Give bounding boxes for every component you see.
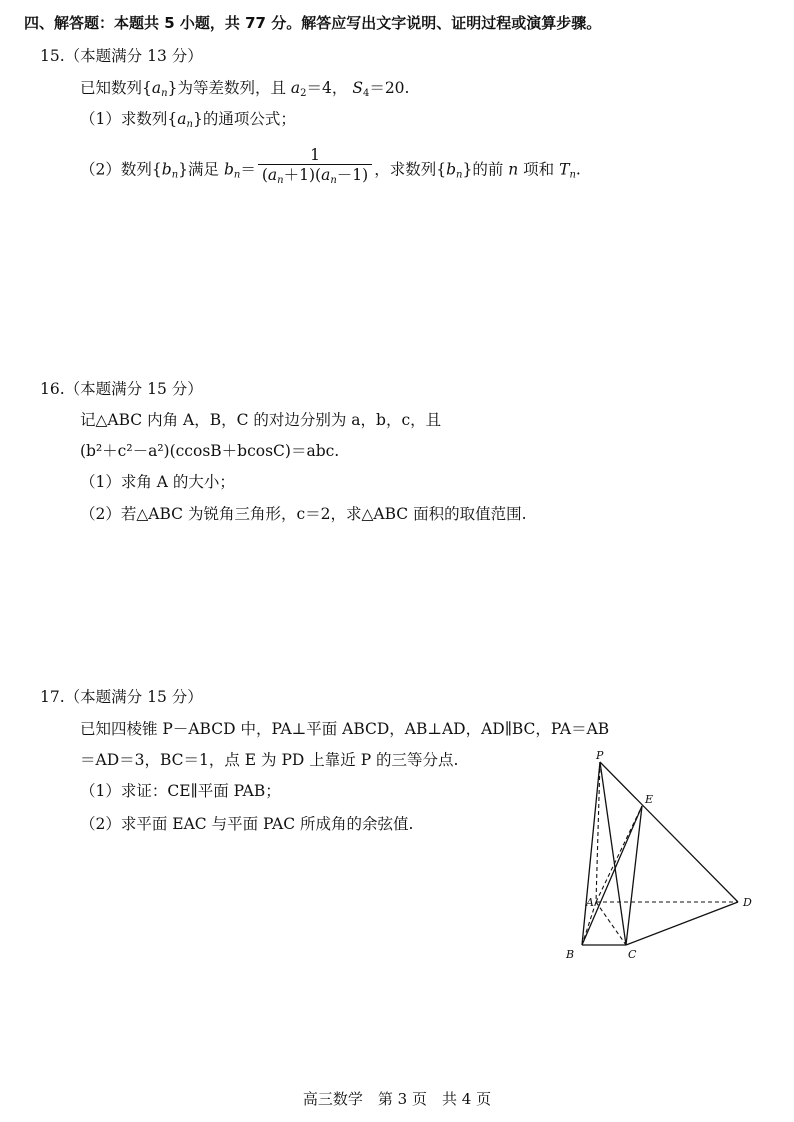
section-heading: 四、解答题：本题共 5 小题，共 77 分。解答应写出文字说明、证明过程或演算步骤。 — [24, 14, 602, 32]
q16-number: 16. — [40, 380, 65, 398]
q15-fraction: $\frac{1}{(a_n+1)(a_n-1)}$ — [258, 146, 372, 191]
label-D: D — [743, 896, 752, 909]
label-C: C — [628, 948, 637, 961]
label-B: B — [566, 948, 575, 961]
q16-header — [40, 378, 203, 400]
page-footer: 高三数学 第 3 页 共 4 页 — [302, 1090, 492, 1108]
q17-stem-line2: ＝AD＝3，BC＝1，点 E 为 PD 上靠近 P 的三等分点. — [80, 751, 459, 769]
q15-score: （本题满分 13 分） — [64, 47, 203, 65]
label-A: A — [586, 896, 594, 909]
label-E: E — [645, 793, 654, 806]
q17-score: （本题满分 15 分） — [64, 688, 203, 706]
q17-part2: （2）求平面 EAC 与平面 PAC 所成角的余弦值. — [80, 815, 414, 833]
edge-CD — [626, 902, 738, 945]
pyramid-figure — [560, 748, 760, 966]
q17-stem-line1: 已知四棱锥 P－ABCD 中，PA⊥平面 ABCD，AB⊥AD，AD∥BC，PA＝AB — [80, 720, 610, 738]
q15-header — [40, 45, 203, 67]
q15-part2: （2）数列$\{b_n\}$满足 $b_n=$ $\frac{1}{(a_n+1)(a_n-1)}$ ，求数列$\{b_n\}$的前 n 项和 $T_n$. — [80, 148, 581, 193]
q17-header — [40, 686, 203, 708]
q15-part1: （1）求数列$\{a_n\}$的通项公式； — [80, 110, 296, 130]
q16-stem-line2: (b²＋c²－a²)(ccosB＋bcosC)＝abc. — [80, 442, 340, 460]
edge-CE — [626, 806, 642, 945]
q15-fraction-denominator: $(a_n+1)(a_n-1)$ — [258, 164, 372, 191]
q15-stem: 已知数列$\{a_n\}$为等差数列，且 $a_2=4$， $S_4=20$. — [80, 79, 410, 99]
q16-part1: （1）求角 A 的大小； — [80, 473, 235, 491]
q16-stem-line1: 记△ABC 内角 A，B，C 的对边分别为 a，b，c，且 — [80, 411, 442, 429]
q16-score: （本题满分 15 分） — [64, 380, 203, 398]
q17-part1: （1）求证：CE∥平面 PAB； — [80, 782, 281, 800]
edge-BE — [582, 806, 642, 945]
label-P: P — [596, 749, 604, 762]
q17-number: 17. — [40, 688, 65, 706]
edge-PD — [600, 762, 738, 902]
edge-AC — [596, 902, 626, 945]
q15-number: 15. — [40, 47, 65, 65]
q16-part2: （2）若△ABC 为锐角三角形，c＝2，求△ABC 面积的取值范围. — [80, 505, 527, 523]
